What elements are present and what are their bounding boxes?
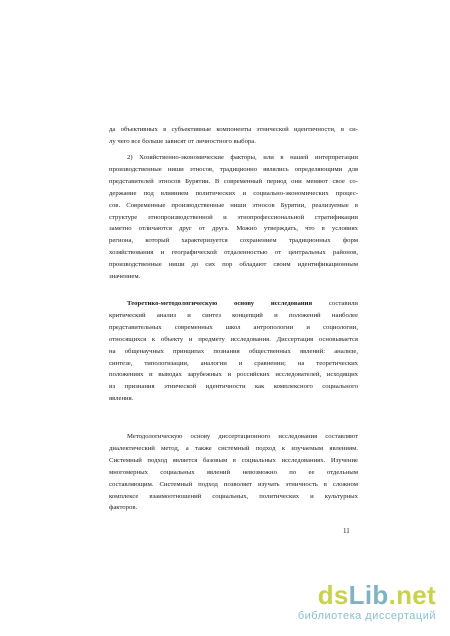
text-line: диалектический метод, а также системный подход к изучаемым явлениям. [109,444,358,452]
text-line: хозяйствования и географической отдаленностью от центральных районов, [109,249,358,257]
watermark-logo [298,582,436,608]
logo-ds: ds [317,580,349,610]
logo-lib: Lib [348,580,389,610]
logo-dot: . [388,580,397,610]
text-line: относящихся к объекту и предмету исследования. Диссертация основывается [109,335,358,343]
logo-net: net [396,580,436,610]
text-line: из признания этнической идентичности как комплексного социального [109,383,358,391]
text-line: явления. [109,395,134,403]
paragraph-methodology [109,431,358,514]
text-line: многомерных социальных явлений невозможно по ее отдельным [109,468,358,476]
text-line: факторов. [109,504,138,512]
text-line: представительных современных школ антропологии и социологии, [109,323,358,331]
text-line: да объективных в субъективные компоненты этнической идентичности, в си- [109,126,358,133]
text-line: на общенаучных принципах познания общественных явлений: анализе, [109,347,358,355]
text-line: составляющим. Системный подход позволяет изучать этничность в сложном [109,480,358,488]
text-line: производственные ниши этносов, традиционно являлись определяющими для [109,165,358,173]
watermark-subtitle: библиотека диссертаций [297,610,436,622]
text-line: производственные ниши до сих пор обладают своим идентификационным [109,261,358,269]
text-line: Системный подход является базовым в социальных исследованиях. Изучение [109,456,358,464]
text-line: региона, который характеризуется сохранением традиционных форм [109,237,358,245]
paragraph-theoretical-basis [109,298,358,405]
text-line: комплексе взаимоотношений социальных, политических и культурных [109,492,358,500]
dslib-watermark [298,582,436,622]
paragraph-economic-factors [109,152,358,283]
page-number: 11 [343,527,350,535]
text-line-lead [109,298,358,310]
text-line: представителей этносов Бурятии. В современный период они меняют свое со- [109,177,358,185]
text-line: 2) Хозяйственно-экономические факторы, или в нашей интерпретации [127,154,358,161]
bold-heading-phrase: Теоретико-методологическую основу исследования [127,300,313,307]
text-line: значением. [109,273,141,281]
text-line: положениях и выводах зарубежных и российских исследователей, исходящих [109,371,358,379]
text-line: Методологическую основу диссертационного исследования составляют [127,433,358,440]
text-line: структуре этнопроизводственной и этнопрофессиональной стратификации [109,213,358,221]
text-line: держание под влиянием политических и социально-экономических процес- [109,189,358,197]
text-line: синтезе, типологизации, аналогии и сравнении; на теоретических [109,359,358,367]
text-line: сов. Современные производственные ниши этносов Бурятии, реализуемые в [109,201,358,209]
paragraph-continuation [109,124,358,148]
text-line: критический анализ и синтез концепций и положений наиболее [109,311,358,319]
text-line: заметно отличаются друг от друга. Можно утверждать, что в условиях [109,225,358,233]
text-line: лу чего все больше зависят от личностного выбора. [109,137,256,145]
lead-rest: составили [328,300,358,307]
